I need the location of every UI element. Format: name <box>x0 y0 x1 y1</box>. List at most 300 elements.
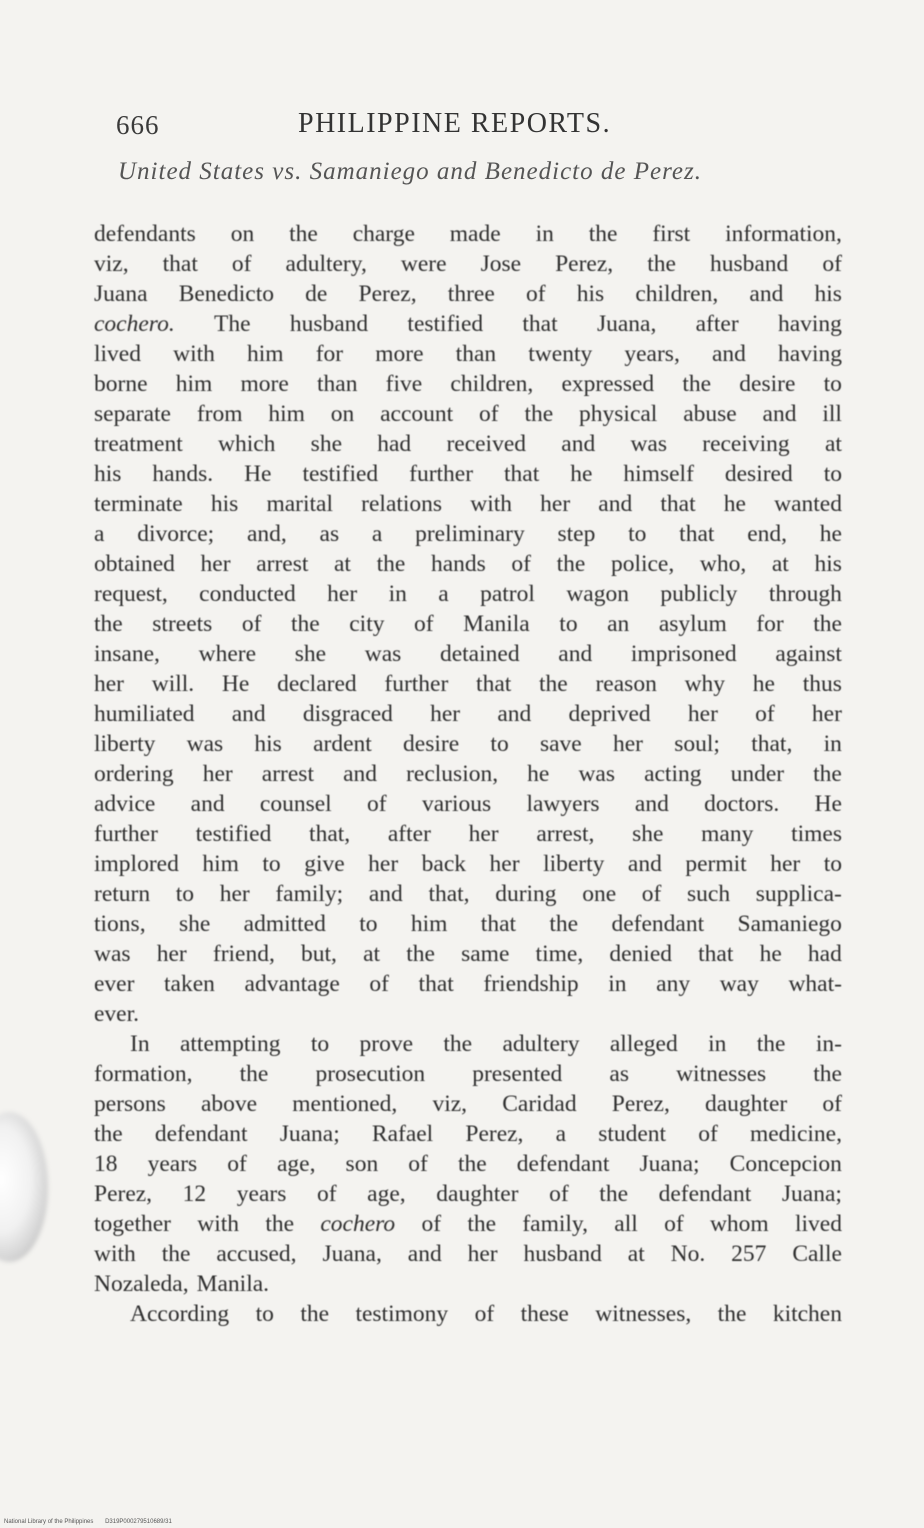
word: request, <box>94 581 168 607</box>
word: to <box>823 461 842 487</box>
word: a <box>371 521 383 547</box>
word: his <box>814 551 842 577</box>
word: adultery <box>502 1031 580 1057</box>
word: that <box>522 311 558 337</box>
text-line <box>94 879 842 909</box>
word: further <box>94 821 158 847</box>
word: the <box>549 911 579 937</box>
word: and <box>762 401 797 427</box>
word: and <box>407 1241 442 1267</box>
word: implored <box>94 851 179 877</box>
scan-footer <box>4 1519 182 1525</box>
word: she <box>632 821 664 847</box>
word: the <box>813 761 842 787</box>
word: than <box>455 341 497 367</box>
word: testimony <box>355 1301 449 1327</box>
word: defendant <box>658 1181 752 1207</box>
word: of <box>231 251 252 277</box>
word: had <box>377 431 412 457</box>
word: preliminary <box>415 521 525 547</box>
text-line <box>94 699 842 729</box>
word: of <box>474 1301 495 1327</box>
word: first <box>652 221 691 247</box>
word: various <box>421 791 492 817</box>
word: him <box>268 401 305 427</box>
word: and <box>711 341 746 367</box>
word: prosecution <box>315 1061 426 1087</box>
word: for <box>756 611 784 637</box>
word: in- <box>815 1031 842 1057</box>
word: return <box>94 881 151 907</box>
text-line <box>94 1269 842 1299</box>
word: the <box>457 1151 487 1177</box>
word: imprisoned <box>630 641 737 667</box>
word: Calle <box>792 1241 842 1267</box>
text-line <box>94 339 842 369</box>
word: she <box>178 911 211 937</box>
word: at <box>771 551 789 577</box>
word: According <box>130 1301 230 1327</box>
word: same <box>461 941 510 967</box>
word: at <box>627 1241 645 1267</box>
word: age, <box>367 1181 406 1207</box>
word: relations <box>361 491 443 517</box>
word: 257 <box>731 1241 767 1267</box>
text-line <box>94 1149 842 1179</box>
word: admitted <box>243 911 326 937</box>
word: liberty <box>94 731 156 757</box>
word: expressed <box>561 371 655 397</box>
text-line <box>94 1179 842 1209</box>
text-line <box>94 1299 842 1329</box>
word: he <box>570 461 593 487</box>
text-line <box>94 579 842 609</box>
word: attempting <box>179 1031 281 1057</box>
word: defendant <box>611 911 705 937</box>
text-line <box>94 729 842 759</box>
word: viz, <box>94 251 129 277</box>
word: her <box>156 941 187 967</box>
word: his <box>210 491 239 517</box>
word: family, <box>522 1211 589 1237</box>
word: supplica- <box>755 881 842 907</box>
word: together <box>94 1211 171 1237</box>
word: on <box>330 401 355 427</box>
word: during <box>495 881 557 907</box>
word: the <box>239 1061 269 1087</box>
word: was <box>578 761 615 787</box>
word: Rafael <box>371 1121 434 1147</box>
word: from <box>196 401 243 427</box>
word: back <box>421 851 467 877</box>
word: the <box>647 251 676 277</box>
word: of <box>549 1181 569 1207</box>
word: the <box>717 1301 747 1327</box>
text-line <box>94 1089 842 1119</box>
word: the <box>94 611 123 637</box>
word: in <box>535 221 554 247</box>
word: the <box>443 1031 473 1057</box>
word: her <box>94 671 125 697</box>
word: viz, <box>432 1091 468 1117</box>
text-line <box>94 369 842 399</box>
word: police, <box>610 551 675 577</box>
word: him <box>247 341 284 367</box>
word: he <box>723 491 746 517</box>
word: obtained <box>94 551 175 577</box>
text-line <box>94 819 842 849</box>
word: in <box>823 731 842 757</box>
word: the <box>161 1241 191 1267</box>
word: will. <box>151 671 195 697</box>
word: for <box>315 341 344 367</box>
word: and <box>598 491 633 517</box>
word: her <box>202 761 233 787</box>
text-line <box>94 969 842 999</box>
word: desire <box>739 371 796 397</box>
word: of <box>421 1211 442 1237</box>
word: and <box>749 281 784 307</box>
word: Juana, <box>322 1241 382 1267</box>
word: friendship <box>483 971 579 997</box>
word: the <box>756 1031 786 1057</box>
word: step <box>557 521 596 547</box>
word: such <box>687 881 731 907</box>
word: conducted <box>199 581 296 607</box>
word: of <box>414 611 434 637</box>
word: was <box>94 941 131 967</box>
text-line <box>94 279 842 309</box>
word: any <box>656 971 691 997</box>
word: husband <box>709 251 789 277</box>
word: he <box>819 521 842 547</box>
word: at <box>363 941 381 967</box>
word: husband <box>289 311 369 337</box>
word: that <box>504 461 540 487</box>
word: at <box>824 431 842 457</box>
word: the <box>524 401 554 427</box>
word: reason <box>595 671 657 697</box>
word: years <box>236 1181 287 1207</box>
case-title: United States vs. Samaniego and Benedicto de Perez. <box>118 158 702 185</box>
word: witnesses <box>676 1061 767 1087</box>
word: 12 <box>182 1181 207 1207</box>
word: desired <box>724 461 793 487</box>
word: hands <box>430 551 486 577</box>
word: after <box>695 311 739 337</box>
word: to <box>310 1031 330 1057</box>
word: his <box>576 281 605 307</box>
word: him <box>410 911 448 937</box>
word: five <box>385 371 423 397</box>
word: that <box>418 971 454 997</box>
word: her <box>200 551 231 577</box>
word: arrest <box>261 761 314 787</box>
word: Nozaleda, <box>94 1271 189 1297</box>
word: physical <box>579 401 658 427</box>
word: account <box>380 401 454 427</box>
word: divorce; <box>137 521 215 547</box>
word: arrest <box>256 551 309 577</box>
word: having <box>777 311 842 337</box>
word: himself <box>623 461 694 487</box>
word: to <box>823 371 842 397</box>
word: charge <box>352 221 415 247</box>
word: one <box>582 881 617 907</box>
word: the <box>289 221 318 247</box>
word: marital <box>266 491 334 517</box>
word: time, <box>535 941 584 967</box>
word: of <box>227 1151 247 1177</box>
word: city <box>349 611 385 637</box>
word: acting <box>644 761 702 787</box>
word: tions, <box>94 911 146 937</box>
word: Perez, <box>94 1181 153 1207</box>
word: to <box>359 911 378 937</box>
word: the <box>599 1181 629 1207</box>
word: abuse <box>683 401 737 427</box>
word: defendant <box>516 1151 610 1177</box>
word: to <box>255 1301 274 1327</box>
word: as <box>319 521 340 547</box>
word: in <box>388 581 407 607</box>
word: testified <box>407 311 484 337</box>
word: his <box>814 281 842 307</box>
word: him <box>175 371 213 397</box>
word: the <box>376 551 406 577</box>
word: Samaniego <box>737 911 842 937</box>
text-line <box>94 1239 842 1269</box>
word: his <box>94 461 122 487</box>
word: years, <box>624 341 680 367</box>
word: streets <box>152 611 213 637</box>
word: testified <box>302 461 379 487</box>
word: her <box>368 851 399 877</box>
word: the <box>406 941 435 967</box>
text-line <box>94 939 842 969</box>
word: Juana; <box>639 1151 700 1177</box>
word: his <box>254 731 282 757</box>
text-line <box>94 489 842 519</box>
word: Perez, <box>465 1121 524 1147</box>
word: separate <box>94 401 171 427</box>
word: detained <box>439 641 520 667</box>
word: witnesses, <box>595 1301 692 1327</box>
word: of <box>369 971 389 997</box>
word: was <box>186 731 224 757</box>
word: were <box>400 251 447 277</box>
word: the <box>94 1121 123 1147</box>
word: the <box>682 371 712 397</box>
word: him <box>202 851 239 877</box>
page-number: 666 <box>116 110 160 140</box>
word: he <box>752 671 775 697</box>
word: and <box>343 761 377 787</box>
word: her <box>430 701 461 727</box>
word: Manila <box>463 611 530 637</box>
word: counsel <box>259 791 332 817</box>
word: having <box>778 341 842 367</box>
word: with <box>197 1211 240 1237</box>
word: made <box>449 221 501 247</box>
word: a <box>438 581 449 607</box>
word: of <box>479 401 499 427</box>
word: her <box>811 701 842 727</box>
word: of <box>641 881 662 907</box>
word: desire <box>403 731 460 757</box>
word: of <box>408 1151 428 1177</box>
word: that <box>480 911 517 937</box>
word: she <box>294 641 327 667</box>
footer-scan-id: D319P000279510689/31 <box>105 1519 172 1525</box>
word: formation, <box>94 1061 193 1087</box>
word: persons <box>94 1091 166 1117</box>
word: taken <box>164 971 215 997</box>
word: family; <box>275 881 344 907</box>
word: mentioned, <box>292 1091 398 1117</box>
word: Perez, <box>611 1091 670 1117</box>
word: In <box>130 1031 150 1057</box>
word: borne <box>94 371 148 397</box>
word: friend, <box>212 941 275 967</box>
word: humiliated <box>94 701 195 727</box>
word: The <box>213 311 251 337</box>
word: was <box>630 431 667 457</box>
word: more <box>375 341 424 367</box>
word: defendant <box>154 1121 248 1147</box>
word: ever <box>94 971 135 997</box>
word: the <box>265 1211 295 1237</box>
word: Juana; <box>781 1181 842 1207</box>
word: years <box>147 1151 198 1177</box>
text-line <box>94 1029 842 1059</box>
text-line <box>94 849 842 879</box>
word: He <box>814 791 842 817</box>
word: that, <box>428 881 470 907</box>
word: and <box>231 701 266 727</box>
word: Juana; <box>279 1121 340 1147</box>
word: way <box>719 971 759 997</box>
word: an <box>607 611 630 637</box>
text-line <box>94 519 842 549</box>
word: of <box>822 1091 842 1117</box>
word: three <box>447 281 495 307</box>
word: the <box>588 221 618 247</box>
word: further <box>384 671 449 697</box>
word: her <box>612 731 643 757</box>
word: and <box>497 701 532 727</box>
footer-library: National Library of the Philippines <box>4 1519 94 1525</box>
word: lived <box>94 341 141 367</box>
word: No. <box>670 1241 706 1267</box>
word: presented <box>472 1061 563 1087</box>
word: permit <box>685 851 747 877</box>
word: Concepcion <box>729 1151 842 1177</box>
word: of <box>511 551 531 577</box>
word: who, <box>699 551 747 577</box>
word: patrol <box>480 581 535 607</box>
word: twenty <box>528 341 593 367</box>
word: of <box>698 1121 718 1147</box>
text-line <box>94 669 842 699</box>
word: ill <box>822 401 842 427</box>
word: de <box>305 281 328 307</box>
word: cochero <box>320 1211 396 1237</box>
word: her <box>770 851 801 877</box>
word: further <box>409 461 474 487</box>
word: of <box>822 251 842 277</box>
word: declared <box>277 671 357 697</box>
word: He <box>221 671 250 697</box>
word: save <box>539 731 582 757</box>
word: that <box>476 671 512 697</box>
word: that, <box>309 821 351 847</box>
text-line <box>94 759 842 789</box>
word: above <box>200 1091 258 1117</box>
word: Perez, <box>555 251 614 277</box>
word: under <box>730 761 785 787</box>
text-line <box>94 1059 842 1089</box>
word: in <box>608 971 627 997</box>
text-line <box>94 639 842 669</box>
word: testified <box>195 821 272 847</box>
word: Juana, <box>596 311 657 337</box>
text-line <box>94 219 842 249</box>
word: advice <box>94 791 156 817</box>
word: and <box>190 791 225 817</box>
word: children, <box>450 371 534 397</box>
word: daughter <box>704 1091 788 1117</box>
word: ardent <box>313 731 372 757</box>
word: a <box>94 521 105 547</box>
word: and <box>627 851 662 877</box>
word: thus <box>802 671 842 697</box>
text-line <box>94 909 842 939</box>
word: received <box>446 431 527 457</box>
text-line <box>94 789 842 819</box>
text-line <box>94 549 842 579</box>
word: in <box>708 1031 727 1057</box>
text-line <box>94 999 842 1029</box>
word: insane, <box>94 641 160 667</box>
word: whom <box>709 1211 769 1237</box>
word: she <box>310 431 342 457</box>
word: doctors. <box>704 791 780 817</box>
text-line <box>94 1209 842 1239</box>
word: why <box>684 671 726 697</box>
word: Perez, <box>358 281 417 307</box>
word: kitchen <box>772 1301 842 1327</box>
word: many <box>701 821 754 847</box>
word: her <box>467 1241 498 1267</box>
word: which <box>217 431 276 457</box>
word: lawyers <box>526 791 600 817</box>
word: as <box>609 1061 629 1087</box>
word: that <box>660 491 696 517</box>
page-header <box>0 108 924 148</box>
word: soul; <box>674 731 720 757</box>
text-line <box>94 249 842 279</box>
word: asylum <box>658 611 727 637</box>
word: prove <box>359 1031 414 1057</box>
word: children, <box>635 281 719 307</box>
word: to <box>262 851 281 877</box>
word: cochero. <box>94 311 175 337</box>
word: of <box>755 701 775 727</box>
word: what- <box>788 971 842 997</box>
word: her <box>540 491 571 517</box>
word: disgraced <box>302 701 393 727</box>
